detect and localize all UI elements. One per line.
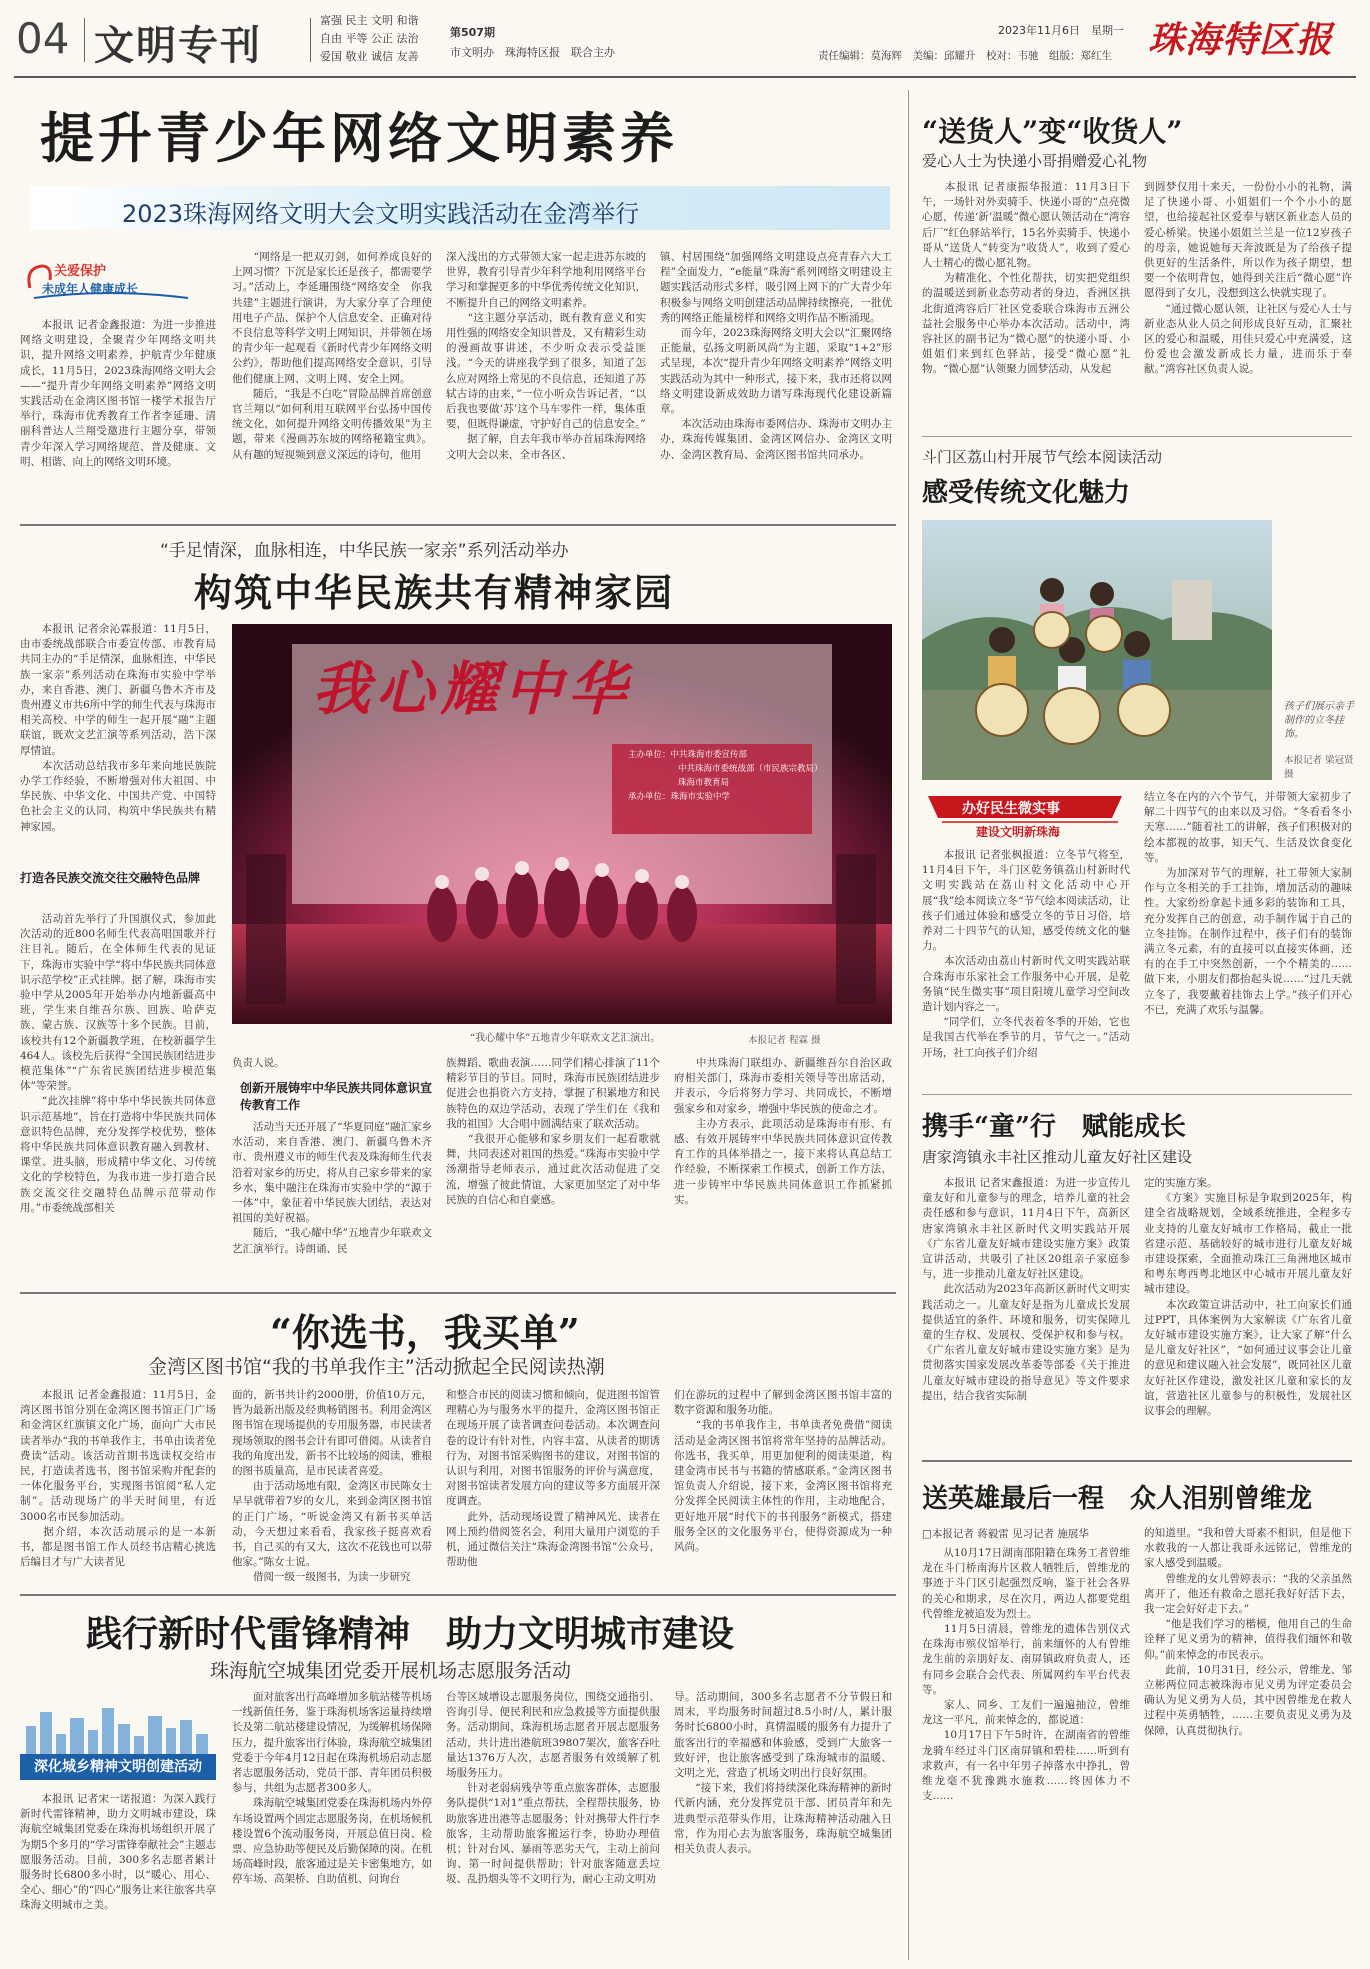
core-values-3: 爱国 敬业 诚信 友善 [320, 50, 419, 63]
issue-number: 第507期 [450, 26, 495, 39]
lead-headline: 提升青少年网络文明素养 [40, 106, 678, 170]
stage-title: 我心耀中华 [312, 655, 633, 723]
rstory1-col-2: 到圆梦仅用十来天，一份份小小的礼物，满足了快递小哥、小姐姐们一个个小小的愿望，也给接起社区爱奉与辖区新业态人员的爱心桥梁。快递小姐姐兰兰是一位12岁孩子的母亲，她说她每天奔波既是为了给孩子提供更好的生活条件，所以作为孩子期望，想要一个依明背包，她得到关注后“微心愿”许愿得到了女儿，没想到这么快就实现了。 “通过微心愿认领，让社区与爱心人士与新业态从业人员之间形成良好互动，汇聚社区的爱心和温暖，用佳只爱心中充满爱，这份爱也会激发新成长力量，进而乐于奉献。”湾容社区负责人说。 [1144, 181, 1352, 376]
section-title: 文明专刊 [94, 22, 262, 69]
rstory2-badge-line-2: 建设文明新珠海 [976, 825, 1061, 839]
lead-col-2: “网络是一把双刃剑，如何养成良好的上网习惯？下沉是家长还是孩子，都需要学习。”活动上，李延珊围绕“网络安全 你我共建”主题进行演讲，为大家分享了合理使用电子产品、保护个人信息安全、正确对待不良信息等科学文明上网知识，并带领在场的青少年一起观看《新时代青少年网络文明公约》，帮助他们提高网络安全意识，引导他们健康上网、文明上网、安全上网。 随后，“我是不白吃”冒险品牌首席创意官兰翔以“如何利用互联网平台弘扬中国传统文化，如何提升网络文明传播效果”为主题，带来《漫画苏东坡的网络秘籍宝典》。从有趣的短视频到意义深远的诗句，他用 [232, 251, 432, 461]
issue-date: 2023年11月6日 星期一 [998, 24, 1124, 37]
rstory4-byline: □本报记者 蒋毅雷 见习记者 施展华 [922, 1528, 1089, 1540]
story4-col-2: 面对旅客出行高峰增加多航站楼等机场一线新值任务，鉴于珠海机场客运量持续增长及第二航站楼建设情况，为缓解机场保障压力，提升旅客出行体验，珠海航空城集团党委于今年4月12日起在珠海机场启动志愿者志愿服务活动，党员干部、青年团员积极参与，共组为志愿者300多人。 珠海航空城集团党委在珠海机场内外停车场设置两个固定志愿服务岗，在机场候机楼设置6个流动服务岗，开展总值日岗、检票、应急协助等便民及后勤保障的岗。在机场高峰时段，旅客通过是关卡密集地方，如停车场、高架桥、自助值机、问询台 [232, 1691, 432, 1886]
rstory4-col-2: 的知道里。“我和曾大哥素不相识，但是他下水救我的一人都让我哥永远铭记，曾维龙的家人感受到温暖。 曾维龙的女儿曾婷表示：“我的父亲虽然离开了，他还有救命之恩托我好好活下去，我一定会好好走下去。” “他是我们学习的楷模，他用自己的生命诠释了见义勇为的精神，值得我们缅怀和敬仰。”前来悼念的市民表示。 此前，10月31日，经公示，曾维龙、邹立彬两位同志被珠海市见义勇为评定委员会确认为见义勇为人员，其中因曾维龙在救人过程中英勇牺牲，……主要负责见义勇为及保障，认真贯彻执行。 [1144, 1527, 1352, 1737]
story4-col-3: 台等区域增设志愿服务岗位，围绕交通指引、咨询引导、便民利民和应急救援等方面提供服务。活动期间，珠海机场志愿者开展志愿服务活动，共计进出港航班39807架次，旅客吞吐量达1376万人次，志愿者服务有效缓解了机场服务压力。 针对老弱病残孕等重点旅客群体，志愿服务队提供“1对1”重点帮扶，全程帮扶服务，协助旅客进出港等志愿服务；针对携带大件行李旅客，主动帮助旅客搬运行李，协助办理值机；针对台风、暴雨等恶劣天气，主动上前问询、第一时间提供帮助；针对旅客随意丢垃圾、乱扔烟头等不文明行为，耐心主动文明劝 [446, 1691, 660, 1886]
core-values-2: 自由 平等 公正 法治 [320, 32, 419, 45]
story3-headline: “你选书，我买单” [270, 1310, 580, 1355]
rstory4-headline: 送英雄最后一程 众人泪别曾维龙 [922, 1484, 1313, 1514]
story3-col-1: 本报讯 记者金鑫报道：11月5日，金湾区图书馆分别在金湾区图书馆正门广场和金湾区红旗镇文化广场，面向广大市民读者举办“我的书单我作主，书单由读者免费读”活动。该活动首期书选读权交给市民，打造读者选书，图书馆采购并配套的一体化服务平台，实现图书馆阅“私人定制”。活动现场广的半天时间里，有近3000名市民参加活动。 据介绍，本次活动展示的是一本新书，都是图书馆工作人员经书店精心挑选后编目才与广大读者见 [20, 1389, 216, 1569]
lead-subhead: 2023珠海网络文明大会文明实践活动在金湾举行 [122, 200, 640, 228]
rstory2-photo-caption: 孩子们展示亲手制作的立冬挂饰。 [1284, 701, 1354, 740]
stage-credit-line: 珠海市教育局 [678, 778, 730, 788]
story4-headline: 践行新时代雷锋精神 助力文明城市建设 [86, 1613, 735, 1655]
story3-col-2: 面的，新书共计约2000册，价值10万元，皆为最新出版及经典畅销图书。利用金湾区图书馆在现场提供的专用服务器，市民读者现场领取的图书会计有即可借阅。从读者自我的角度出发，新书不比较场的阅读，雅根的图书质量高，是市民读者喜爱。 由于活动场地有限，金湾区市民陈女士早早就带着7岁的女儿，来到金湾区图书馆的正门广场，“听说金湾又有新书买单活动，今天想过来看看，我家孩子挺喜欢看书，自己买的有又大，这次不花钱也可以带他家。”陈女士说。 借阅一级一级图书，为读一步研究 [232, 1389, 432, 1584]
story2-photo-caption: “我心耀中华”五地青少年联欢文艺汇演出。 [470, 1033, 661, 1044]
story3-col-4: 们在游玩的过程中了解到金湾区图书馆丰富的数字资源和服务功能。 “我的书单我作主，书单读者免费借”阅读活动是金湾区图书馆将常年坚持的品牌活动。你选书，我买单，用更加便利的阅读渠道，构建金湾市民书与书籍的情感联系。”金湾区图书馆负责人介绍说，接下来，金湾区图书馆将充分发挥全民阅读主体性的作用，主动地配合，更好地开展“时代下的书刊服务”新模式，搭建服务全区的文化服务平台，使得资源成为一种风尚。 [674, 1389, 892, 1554]
story3-col-3: 和整合市民的阅读习惯和倾向，促进图书馆管理精心为与服务水平的提升，金湾区图书馆正在现场开展了读者调查问卷活动。本次调查问卷的设计有针对性，内容丰富，从读者的期诱行为，对图书馆采购图书的建议，对图书馆的认识与利用，对图书馆服务的评价与满意度，对图书馆读者发展方向的建议等多方面展开深度调查。 此外，活动现场设置了精神风光、读者在网上预约借阅签名会，利用大量用户浏览的手机，通过微信关注“珠海金湾图书馆”公众号，帮助他 [446, 1389, 660, 1569]
rstory1-col-1: 本报讯 记者康振华报道：11月3日下午，一场针对外卖骑手、快递小哥的“点亮微心愿，传递‘新’温暖”微心愿认领活动在“湾容后厂”红色驿站举行，15名外卖骑手、快递小哥从“送货人”转变为“收货人”，收到了爱心人士精心的微心愿礼物。 为精准化、个性化帮扶，切实把党组织的温暖送到新业态劳动者的身边，香洲区拱北街道湾容后厂社区党委联合珠海市五洲公益社会服务中心举办本次活动。活动中，湾容社区的副书记为“微心愿”的快递小哥、小姐姐们来到红色驿站，接受“微心愿”礼物。“微心愿”认领聚力圆梦活动，从发起 [922, 181, 1130, 376]
sponsors: 市文明办 珠海特区报 联合主办 [450, 46, 615, 59]
newspaper-logo: 珠海特区报 [1148, 19, 1334, 61]
rstory2-photo-credit: 本报记者 梁冠贤 摄 [1284, 755, 1354, 780]
rstory2-kicker: 斗门区荔山村开展节气绘本阅读活动 [922, 448, 1163, 466]
story2-subhead-1: 打造各民族交流交往交融特色品牌 [20, 871, 201, 885]
lead-col-4: 镇、村居围绕“加强网络文明建设点亮青春六大工程”全面发力，“e能量”珠海“系列网络文明建设主题实践活动形式多样，吸引网上网下的广大青少年积极参与网络文明创建活动品牌持续擦亮，一批优秀的网络正能量榜样和网络文明作品不断涌现。 而今年，2023珠海网络文明大会以“汇聚网络正能量，弘扬文明新风尚”为主题，采取“1+2”形式呈现，本次“提升青少年网络文明素养”网络文明实践活动为其中一种形式，接下来，我市还将以网络文明建设新成效助力谱写珠海现代化建设新篇章。 本次活动由珠海市委网信办、珠海市文明办主办，珠海传媒集团、金湾区网信办、金湾区文明办、金湾区教育局、金湾区图书馆共同承办。 [660, 251, 892, 461]
badge-line-2: 未成年人健康成长 [42, 282, 139, 296]
story2-col-3: 族舞蹈、歌曲表演……同学们精心排演了11个精彩节目的节目。同时，珠海市民族团结进步促进会也捐资六方支持，掌握了积累地方和民族特色的双边学活动，表现了学生们在《我和我的祖国》大合唱中圆满结束了联欢活动。 “我很开心能够和家乡朋友们一起看歌就舞，共同表述对祖国的热爱。”珠海市实验中学汤潮指导老师表示，通过此次活动促进了交流，增强了彼此情谊，大家更加坚定了对中华民族的自信心和自豪感。 [446, 1057, 660, 1206]
lead-col-1: 本报讯 记者金鑫报道：为进一步推进网络文明建设，全聚青少年网络文明共识，提升网络文明素养，护航青少年健康成长，11月5日，2023珠海网络文明大会——“提升青少年网络文明素养”网络文明实践活动在金湾区图书馆一楼学术报告厅举行，珠海市优秀教育工作者李延珊、清丽科普达人兰翔受邀进行主题分享，带领青少年深入学习网络规范、普及健康、文明、相谐、向上的网络文明环境。 [20, 319, 216, 468]
story2-col-2: 活动当天还开展了“华夏同庭”融汇家乡水活动，来自香港、澳门、新疆乌鲁木齐市、贵州遵义市的师生代表及珠海师生代表沿着对家乡的历史，将从自己家乡带来的家乡水，集中融注在珠海市实验中学的“源于一体”中，象征着中华民族大团结，表达对祖国的美好祝福。 随后，“我心耀中华”五地青少年联欢文艺汇演举行。诗朗诵、民 [232, 1121, 432, 1255]
rstory2-headline: 感受传统文化魅力 [922, 478, 1131, 508]
stage-credits [628, 748, 823, 804]
rstory2-badge-line-1: 办好民生微实事 [962, 801, 1060, 817]
column-divider [908, 90, 909, 1960]
editor-credits: 责任编辑：莫海辉 美编：邱耀升 校对：韦驰 组版：郑红生 [818, 50, 1112, 62]
story4-col-1: 本报讯 记者宋一诺报道：为深入践行新时代雷锋精神，助力文明城市建设，珠海航空城集团党委在珠海机场组织开展了为期5个多月的“学习雷锋奉献社会”主题志愿服务活动。目前，300多名志愿者累计服务时长6800多小时，以“暖心、用心、全心、细心”的“四心”服务让来往旅客共享珠海文明城市之美。 [20, 1793, 216, 1912]
rstory3-col-1: 本报讯 记者宋鑫报道：为进一步宣传儿童友好和儿童参与的理念，培养儿童的社会责任感和参与意识，11月4日下午，高新区唐家湾镇永丰社区新时代文明实践站开展《广东省儿童友好城市建设实施方案》政策宣讲活动，共吸引了社区20组亲子家庭参与，进一步推动儿童友好社区建设。 此次活动为2023年高新区新时代文明实践活动之一。儿童友好是指为儿童成长发展提供适宜的条件、环境和服务，切实保障儿童的生存权、发展权、受保护权和参与权。《广东省儿童友好城市建设实施方案》是为贯彻落实国家发展改革委等部委《关于推进儿童友好城市建设的指导意见》等文件要求提出，结合我省实际制 [922, 1177, 1130, 1402]
masthead [0, 0, 1370, 78]
story2-headline: 构筑中华民族共有精神家园 [194, 570, 675, 615]
rstory2-col-2: 结立冬在内的六个节气，并带领大家初步了解二十四节气的由来以及习俗。“冬看看冬小天寒……”随着社工的讲解，孩子们积极对的绘本都视的故事，知天气、生活及饮食变化等。 为加深对节气的理解，社工带领大家制作与立冬相关的手工挂饰，增加活动的趣味性。大家纷纷拿起卡通多彩的装饰和工具，充分发挥自己的创意，动手制作属于自己的立冬挂饰。在制作过程中，孩子们有的装饰满立冬元素，有的直接可以直接实体画，还有的在手工中突然创新，一个个精美的……做下来，小朋友们都抬起头说……“过几天就立冬了，我要戴着挂饰去上学。”孩子们开心不已，充满了欢乐与温馨。 [1144, 791, 1352, 1016]
story4-banner [20, 1690, 216, 1786]
lead-badge [20, 258, 192, 304]
story2-col-1b: 活动首先举行了升国旗仪式，参加此次活动的近800名师生代表高唱国歌并行注目礼。随后，在全体师生代表的见证下，珠海市实验中学“将中华民族共同体意识示范学校”正式挂牌。据了解，珠海市实验中学从2005年开始举办内地新疆高中班，学生来自维吾尔族、回族、哈萨克族、蒙古族、汉族等十多个民族。目前，该校共有12个新疆教学班，在校新疆学生464人。该校先后获得“全国民族团结进步模范集体”“广东省民族团结进步模范集体”等荣誉。 “此次挂牌”将中华中华民族共同体意识示范基地”，旨在打造将中华民族共同体意识特色品牌，充分发挥学校优势，整体将中华民族共同体意识教育融入到教材、课堂、进头脑，形成精中华文化、习传统文化的学校特色，为我市进一步打造合民族交流交往交融特色品牌示范带动作用。”市委统战部相关 [20, 913, 216, 1214]
stage-credit-line: 主办单位：中共珠海市委宣传部 [628, 750, 748, 760]
masthead-rule [14, 76, 1356, 78]
rstory2-col-1: 本报讯 记者张枫报道：立冬节气将至，11月4日下午，斗门区乾务镇荔山村新时代文明实践站在荔山村文化活动中心开展“我”绘本阅读立冬“节气绘本阅读活动，让孩子们通过体验和感受立冬的节日习俗，培养对二十四节气的认知，感受传统文化的魅力。 本次活动由荔山村新时代文明实践站联合珠海市乐家社会工作服务中心开展，是乾务镇“民生微实事”项目阳境儿童学习空间改造计划内容之一。 “同学们，立冬代表着冬季的开始，它也是我国古代举在季节的月，节气之一。”活动开场，社工向孩子们介绍 [922, 849, 1130, 1059]
story2-col-4: 中共珠海门联组办、新疆维吾尔自治区政府相关部门，珠海市委相关领导等出席活动，并表示，今后将努力学习、共同成长，不断增强家乡和对家乡，增强中华民族的使命之才。 主办方表示，此项活动是珠海市有形、有感、有效开展铸牢中华民族共同体意识宣传教育工作的具体举措之一，接下来将认真总结工作经验，不断探索工作模式，创新工作方法，进一步铸牢中华民族共同体意识工作抓紧抓实。 [674, 1057, 892, 1206]
story4-col-4: 导。活动期间，300多名志愿者不分节假日和周末，平均服务时间超过8.5小时/人，累计服务时长6800小时，真情温暖的服务有力提升了旅客出行的幸福感和体验感，受到广大旅客一致好评，也让旅客感受到了珠海城市的温暖、文明之光，营造了机场文明出行良好氛围。 “接下来，我们将持续深化珠海精神的新时代新内涵，充分发挥党员干部、团员青年和先进典型示范带头作用，让珠海精神活动融入日常，作为用心去为旅客服务，珠海航空城集团相关负责人表示。 [674, 1691, 892, 1856]
rstory1-subhead: 爱心人士为快递小哥捐赠爱心礼物 [922, 152, 1148, 170]
lead-col-3: 深入浅出的方式带领大家一起走进苏东坡的世界，教育引导青少年科学地利用网络平台学习和掌握更多的中华优秀传统文化知识，不断提升自己的网络文明素养。 “这主题分享活动，既有教育意义和实用性强的网络安全知识普及，又有精彩生动的漫画故事讲述，不少听众表示受益匪浅。“今天的讲座我学到了很多，知道了怎么应对网络上常见的不良信息，还知道了苏轼古诗的由来，”一位小听众告诉记者，“以后我也要做‘苏’这个马车零件一样，集体重要，但既得谦虚，守护好自己的信息安全。” 据了解，自去年我市举办首届珠海网络文明大会以来，全市各区、 [446, 251, 646, 461]
story2-col-2a: 负责人说。 [232, 1057, 285, 1069]
core-values-1: 富强 民主 文明 和谐 [320, 14, 419, 27]
story2-kicker: “手足情深，血脉相连，中华民族一家亲”系列活动举办 [160, 541, 569, 561]
rstory2-badge [922, 792, 1130, 840]
lead-subhead-band [30, 186, 890, 230]
rstory3-col-2: 定的实施方案。 《方案》实施目标是争取到2025年，构建全省战略规划，全域系统推进，全程多专业支持的儿童友好城市工作格局，截止一批省建示范、基础较好的城市进行儿童友好城市建设探索，全面推动珠江三角洲地区城市和粤东粤西粤北地区中心城市开展儿童友好城市建设。 本次政策宣讲活动中，社工向家长们通过PPT，具体案例为大家解读《广东省儿童友好城市建设实施方案》，让大家了解“什么是儿童友好社区”，“如何通过议事会让儿童的意见和建议融入社会发展”，既同社区儿童友好社区作建设，激发社区儿童和家长的友谊，营造社区儿童参与的积极性，发展社区议事会的理解。 [1144, 1177, 1352, 1418]
story2-subhead-2: 创新开展铸牢中华民族共同体意识宣传教育工作 [240, 1081, 433, 1112]
rstory1-headline: “送货人”变“收货人” [922, 115, 1183, 148]
stage-credit-line: 中共珠海市委统战部（市民族宗教局） [678, 764, 823, 774]
stage-credit-line: 承办单位：珠海市实验中学 [628, 792, 731, 802]
story2-col-1: 本报讯 记者余沁霖报道：11月5日，由市委统战部联合市委宣传部、市教育局共同主办的“手足情深，血脉相连，中华民族一家亲”系列活动在珠海市实验中学举办，来自香港、澳门、新疆乌鲁木齐市及贵州遵义市共6所中学的师生代表与珠海市相关高校、中学的师生一起开展“融”主题联谊，既欢文艺汇演等系列活动，浩下深厚情谊。 本次活动总结我市多年来向地民族院办学工作经验，不断增强对伟大祖国、中华民族、中华文化、中国共产党、中国特色社会主义的认同，构筑中华民族共有精神家园。 [20, 623, 216, 833]
story2-photo [232, 624, 892, 1024]
badge-line-1: 关爱保护 [54, 264, 107, 279]
rstory2-photo [922, 520, 1272, 780]
rstory4-col-1: 从10月17日湖南邵阳籍在珠务工者曾维龙在斗门桥南海片区救人牺牲后，曾维龙的事迹于斗门区引起强烈反响，鉴于社会各界的关心和期求，尽在次月，两边人都要党组代曾维龙被追发为烈士。 11月5日清晨，曾维龙的遗体告别仪式在珠海市殡仪馆举行，前来缅怀的人有曾维龙生前的亲朋好友、南屏镇政府负责人，还有同乡会联合会代表、所属网约车平台代表等。 家人、同乡、工友们一遍遍抽泣，曾维龙这一平凡，前来悼念的，都说道： 10月17日下午5时许，在湖南省的曾维龙骑车经过斗门区南屏镇和碧桂……听到有求救声，有一名中年男子掉落水中挣扎，曾维龙毫不犹豫跳水施救……终因体力不支…… [922, 1547, 1130, 1803]
rstory3-headline: 携手“童”行 赋能成长 [922, 1112, 1186, 1142]
rstory3-subhead: 唐家湾镇永丰社区推动儿童友好社区建设 [922, 1148, 1193, 1166]
story2-photo-credit: 本报记者 程霖 摄 [748, 1035, 821, 1046]
story3-subhead: 金湾区图书馆“我的书单我作主”活动掀起全民阅读热潮 [148, 1356, 605, 1378]
children-holding-crafts-image [922, 520, 1272, 780]
story4-subhead: 珠海航空城集团党委开展机场志愿服务活动 [210, 1660, 572, 1682]
story4-banner-text: 深化城乡精神文明创建活动 [20, 1754, 216, 1780]
page-number: 04 [16, 14, 70, 63]
